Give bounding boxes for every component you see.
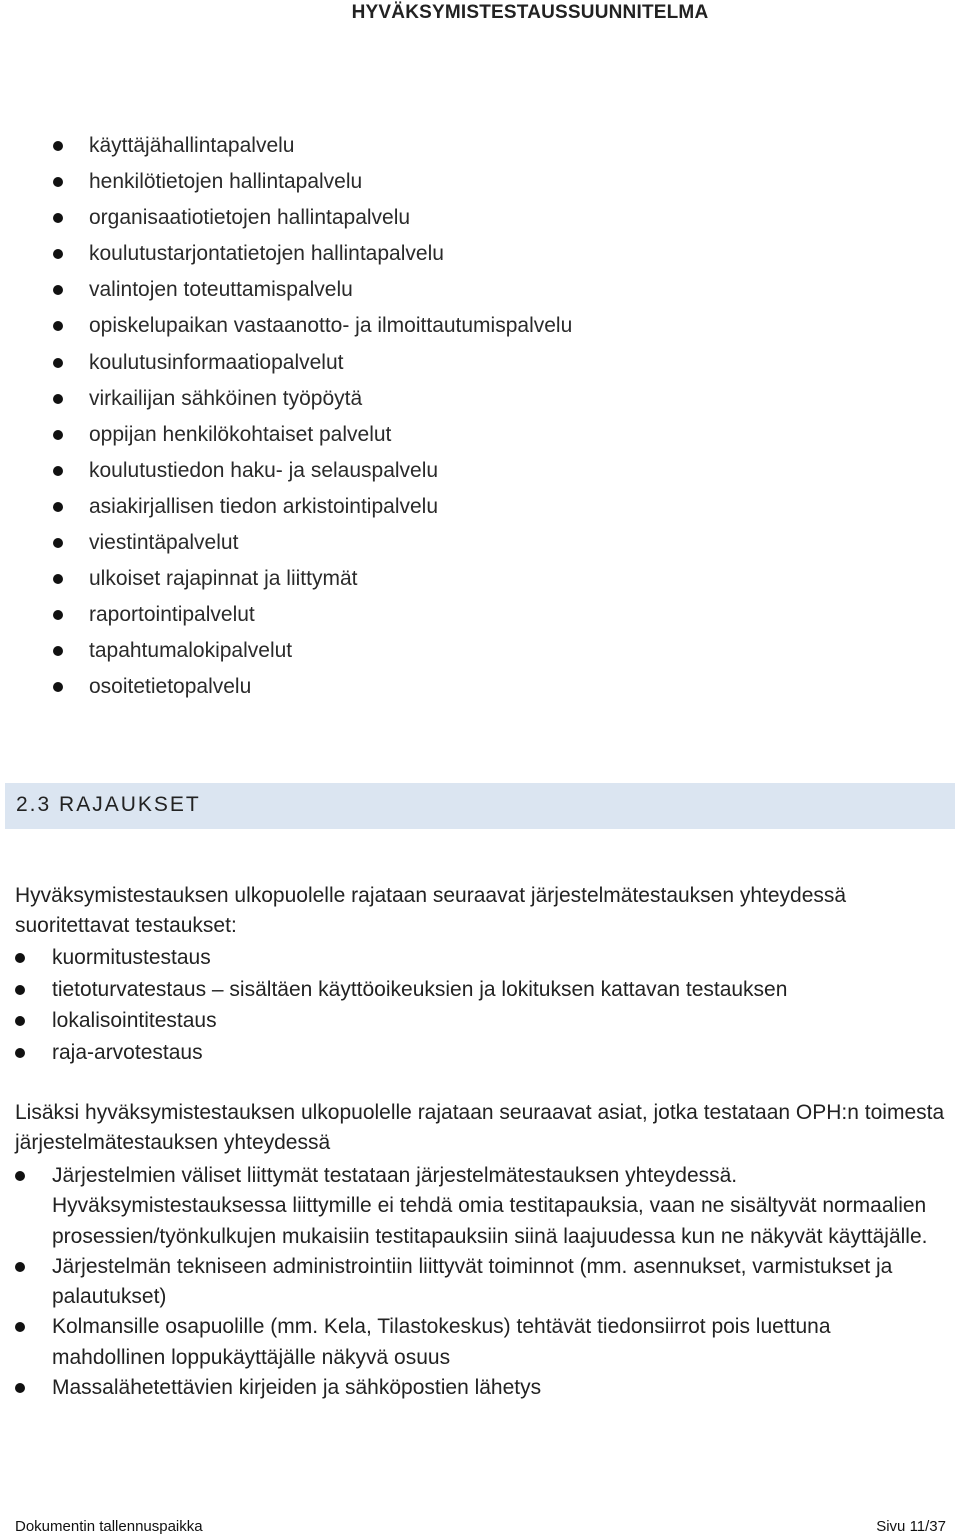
list-item-text: asiakirjallisen tiedon arkistointipalvelu [89, 494, 439, 518]
bullet-icon [15, 1048, 25, 1058]
list-item [0, 200, 572, 236]
excluded-tests-list [0, 942, 787, 1069]
bullet-icon [53, 141, 63, 151]
list-item [0, 236, 572, 272]
list-item [0, 942, 787, 974]
list-item [0, 1373, 940, 1403]
list-item [0, 597, 572, 633]
list-item-text: raportointipalvelut [89, 603, 255, 627]
section-heading: 2.3 RAJAUKSET [16, 793, 201, 816]
list-item-text: kuormitustestaus [52, 946, 211, 969]
list-item-text: koulutustarjontatietojen hallintapalvelu [89, 242, 444, 266]
list-item-text: valintojen toteuttamispalvelu [89, 278, 353, 302]
document-header-title: HYVÄKSYMISTESTAUSSUUNNITELMA [351, 2, 709, 23]
list-item-text: organisaatiotietojen hallintapalvelu [89, 206, 411, 230]
list-item [0, 345, 572, 381]
footer-page-number: Sivu 11/37 [876, 1518, 946, 1535]
bullet-icon [53, 682, 63, 692]
list-item [0, 974, 787, 1006]
bullet-icon [53, 321, 63, 331]
list-item [0, 561, 572, 597]
bullet-icon [53, 430, 63, 440]
bullet-icon [53, 538, 63, 548]
list-item-text: tietoturvatestaus – sisältäen käyttöoikeuksien ja lokituksen kattavan testauksen [52, 977, 788, 1001]
list-item-text: oppijan henkilökohtaiset palvelut [89, 422, 392, 446]
section-heading-band [5, 783, 955, 829]
list-item [0, 128, 572, 164]
footer-location: Dokumentin tallennuspaikka [15, 1518, 203, 1535]
list-item [0, 669, 572, 705]
bullet-icon [15, 1171, 25, 1181]
bullet-icon [15, 953, 25, 963]
list-item [0, 525, 572, 561]
list-item-text: Järjestelmän tekniseen administrointiin liittyvät toiminnot (mm. asennukset, varmistukset ja palautukset) [52, 1254, 893, 1309]
list-item [0, 1037, 787, 1069]
bullet-icon [15, 985, 25, 995]
list-item [0, 1312, 940, 1373]
list-item-text: Järjestelmien väliset liittymät testataan järjestelmätestauksen yhteydessä. [52, 1164, 738, 1187]
list-item [0, 633, 572, 669]
list-item-text: opiskelupaikan vastaanotto- ja ilmoittautumispalvelu [89, 314, 573, 338]
bullet-icon [53, 213, 63, 223]
list-item-text: Massalähetettävien kirjeiden ja sähköpostien lähetys [52, 1376, 542, 1400]
list-item-text: koulutusinformaatiopalvelut [89, 350, 344, 374]
list-item-text: osoitetietopalvelu [89, 675, 252, 699]
list-item-text: ulkoiset rajapinnat ja liittymät [89, 567, 358, 591]
list-item [0, 453, 572, 489]
list-item [0, 1161, 940, 1252]
bullet-icon [53, 285, 63, 295]
list-item [0, 381, 572, 417]
list-item-text: käyttäjähallintapalvelu [89, 134, 295, 157]
list-item-text: Kolmansille osapuolille (mm. Kela, Tilastokeskus) tehtävät tiedonsiirrot pois luettuna mahdollinen loppukäyttäjälle näkyvä osuus [52, 1315, 831, 1369]
bullet-icon [53, 502, 63, 512]
bullet-icon [53, 249, 63, 259]
list-item-text: virkailijan sähköinen työpöytä [89, 386, 363, 410]
list-item [0, 164, 572, 200]
bullet-icon [15, 1322, 25, 1332]
intro-paragraph: Hyväksymistestauksen ulkopuolelle rajataan seuraavat järjestelmätestauksen yhteydessä suoritettavat testaukset: [15, 884, 847, 937]
bullet-icon [15, 1383, 25, 1393]
additional-paragraph: Lisäksi hyväksymistestauksen ulkopuolelle rajataan seuraavat asiat, jotka testataan OPH:n toimesta järjestelmätestauksen yhteydessä [15, 1101, 945, 1154]
list-item [0, 272, 572, 308]
list-item [0, 308, 572, 344]
bullet-icon [15, 1262, 25, 1272]
list-item-text: lokalisointitestaus [52, 1009, 217, 1033]
bullet-icon [53, 358, 63, 368]
list-item [0, 489, 572, 525]
service-list [0, 128, 572, 706]
list-item-subtext: Hyväksymistestauksessa liittymille ei tehdä omia testitapauksia, vaan ne sisältyvät normaalien prosessien/työnkulkujen mukaisiin testitapauksiin siinä laajuudessa kun ne näkyvät käyttäjälle. [52, 1194, 928, 1248]
bullet-icon [53, 610, 63, 620]
list-item-text: koulutustiedon haku- ja selauspalvelu [89, 458, 439, 482]
excluded-items-list [0, 1161, 940, 1403]
list-item-text: viestintäpalvelut [89, 531, 239, 555]
bullet-icon [53, 574, 63, 584]
list-item-text: raja-arvotestaus [52, 1041, 203, 1065]
list-item-text: tapahtumalokipalvelut [89, 639, 293, 663]
bullet-icon [53, 646, 63, 656]
list-item-text: henkilötietojen hallintapalvelu [89, 170, 363, 194]
bullet-icon [53, 394, 63, 404]
list-item [0, 417, 572, 453]
bullet-icon [15, 1016, 25, 1026]
bullet-icon [53, 466, 63, 476]
bullet-icon [53, 177, 63, 187]
list-item [0, 1252, 940, 1313]
list-item [0, 1005, 787, 1037]
